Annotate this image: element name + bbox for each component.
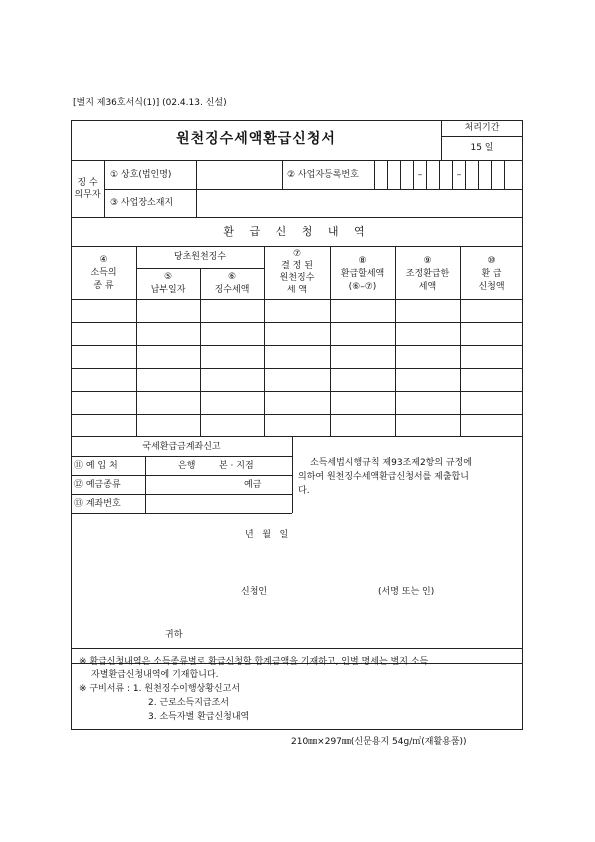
statement-line-3: 다. (298, 486, 310, 496)
col8-label-2: (⑥–⑦) (348, 282, 377, 292)
col8-label-1: 환급할세액 (340, 269, 385, 279)
note-line-3: ※ 구비서류 : 1. 원천징수이행상황신고서 (79, 684, 241, 694)
table-row[interactable] (72, 415, 522, 436)
statement-line-2: 의하여 원천징수세액환급신청서를 제출합니 (298, 472, 469, 482)
statement-line-1: 소득세법시행규칙 제93조제2항의 규정에 (310, 458, 473, 468)
col7-label-1: 결 정 된 (281, 261, 313, 271)
col4-label-2: 종 류 (93, 281, 114, 291)
col7-label-3: 세 액 (286, 285, 308, 295)
col4-label-1: 소득의 (90, 268, 117, 278)
original-withholding-header: 당초원천징수 (173, 252, 227, 262)
table-row[interactable] (72, 300, 522, 322)
note-line-4: 2. 근로소득지급조서 (148, 698, 230, 708)
regno-dash-1: – (417, 170, 423, 180)
bank-account-header: 국세환급금계좌신고 (142, 442, 221, 452)
form-id: [별지 제36호서식(1)] (02.4.13. 신설) (73, 98, 227, 108)
col9-label-1: 조정환급한 (405, 269, 450, 279)
processing-period-value: 15 일 (470, 143, 494, 153)
applicant-label: 신청인 (241, 587, 268, 597)
applicant-field[interactable] (275, 584, 370, 600)
table-row[interactable] (72, 323, 522, 345)
processing-period-label: 처리기간 (464, 123, 500, 133)
col6-number: ⑥ (227, 272, 237, 282)
col5-number: ⑤ (163, 272, 173, 282)
note-line-2: 자별환급신청내역에 기재합니다. (91, 670, 219, 680)
note-line-5: 3. 소득자별 환급신청내역 (148, 712, 250, 722)
refund-section-title: 환 급 신 청 내 역 (223, 225, 371, 238)
addressee: 귀하 (165, 630, 183, 640)
col9-label-2: 세액 (418, 282, 437, 292)
signature-label: (서명 또는 인) (378, 587, 435, 597)
col10-label-1: 환 급 (481, 269, 502, 279)
col7-label-2: 원천징수 (279, 273, 315, 283)
account-number-field[interactable] (147, 496, 290, 512)
table-row[interactable] (72, 392, 522, 414)
withholder-label-2: 의무자 (74, 190, 101, 200)
col10-label-2: 신청액 (478, 282, 505, 292)
withholder-label-1: 징 수 (77, 178, 98, 188)
table-row[interactable] (72, 369, 522, 391)
col4-number: ④ (99, 255, 108, 265)
paper-spec: 210㎜×297㎜(신문용지 54g/㎡(재활용품)) (291, 737, 467, 747)
regno-dash-2: – (456, 170, 462, 180)
deposit-word: 예금 (244, 480, 262, 490)
col9-number: ⑨ (423, 256, 432, 266)
date-line: 년 월 일 (245, 530, 289, 540)
depository-label: ⑪ 예 입 처 (74, 461, 118, 471)
col10-number: ⑩ (487, 256, 496, 266)
business-address-field[interactable] (198, 191, 520, 215)
col7-number: ⑦ (292, 249, 302, 259)
business-regno-label: ② 사업자등록번호 (287, 170, 359, 180)
branch-word: 본 · 지점 (219, 461, 254, 471)
company-name-field[interactable] (198, 162, 280, 187)
col5-label: 납부일자 (150, 285, 186, 295)
col6-label: 징수세액 (214, 285, 250, 295)
note-line-1: ※ 환급신청내역은 소득종류별로 환급신청할 합계금액을 기재하고, 인별 명세는 별지 소득 (79, 657, 429, 667)
account-number-label: ⑬ 계좌번호 (74, 499, 121, 509)
deposit-type-label: ⑫ 예금종류 (74, 480, 121, 490)
business-address-label: ③ 사업장소재지 (110, 198, 174, 208)
form-title: 원천징수세액환급신청서 (176, 131, 336, 147)
table-row[interactable] (72, 346, 522, 368)
col8-number: ⑧ (358, 256, 367, 266)
company-name-label: ① 상호(법인명) (110, 170, 172, 180)
bank-word: 은행 (178, 461, 196, 471)
